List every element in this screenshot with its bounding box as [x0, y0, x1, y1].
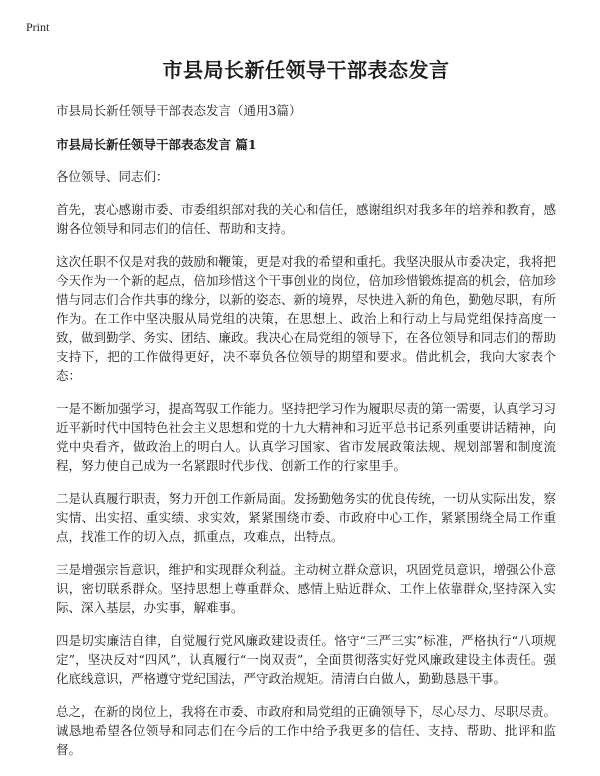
- paragraph-conclusion: 总之，在新的岗位上，我将在市委、市政府和局党组的正确领导下，尽心尽力、尽职尽责。诚恳地希望各位领导和同志们在今后的工作中给予我更多的信任、支持、帮助、批评和监督。: [56, 704, 557, 757]
- document-subtitle: 市县局长新任领导干部表态发言（通用3篇）: [56, 103, 302, 118]
- paragraph-point-three: 三是增强宗旨意识，维护和实现群众利益。主动树立群众意识，巩固党员意识，增强公仆意识，密切联系群众。坚持思想上尊重群众、感情上贴近群众、工作上依靠群众,坚持深入实际、深入基层，办实事，解难事。: [56, 562, 557, 615]
- paragraph-salutation: 各位领导、同志们：: [56, 169, 169, 184]
- paragraph-commitment: 这次任职不仅是对我的鼓励和鞭策，更是对我的希望和重托。我坚决服从市委决定，我将把今天作为一个新的起点，倍加珍惜这个干事创业的岗位，倍加珍惜锻炼提高的机会，倍加珍惜与同志们合作共事的缘分，以新的姿态、新的境界，尽快进入新的角色，勤勉尽职，有所作为。在工作中坚决服从局党组的决策，在思想上、政治上和行动上与局党组保持高度一致，做到勤学、务实、团结、廉政。我决心在局党组的领导下，在各位领导和同志们的帮助支持下，把的工作做得更好，决不辜负各位领导的期望和要求。借此机会，我向大家表个态：: [56, 254, 557, 383]
- page-title: 市县局长新任领导干部表态发言: [162, 58, 450, 82]
- section-heading: 市县局长新任领导干部表态发言 篇1: [56, 137, 257, 152]
- paragraph-point-one: 一是不断加强学习，提高驾驭工作能力。坚持把学习作为履职尽责的第一需要，认真学习习近平新时代中国特色社会主义思想和党的十九大精神和习近平总书记系列重要讲话精神，向党中央看齐，做政治上的明白人。认真学习国家、省市发展政策法规、规划部署和制度流程，努力使自己成为一名紧跟时代步伐、创新工作的行家里手。: [56, 401, 557, 473]
- document-body: [56, 54, 556, 773]
- paragraph-gratitude: 首先，衷心感谢市委、市委组织部对我的关心和信任，感谢组织对我多年的培养和教育，感谢各位领导和同志们的信任、帮助和支持。: [56, 202, 557, 236]
- print-link[interactable]: Print: [26, 20, 50, 34]
- paragraph-point-four: 四是切实廉洁自律，自觉履行党风廉政建设责任。恪守“三严三实”标准，严格执行“八项规定”，坚决反对“四风”，认真履行“一岗双责”，全面贯彻落实好党风廉政建设主体责任。强化底线意识，严格遵守党纪国法，严守政治规矩。清清白白做人，勤勤恳恳干事。: [56, 633, 556, 686]
- paragraph-point-two: 二是认真履行职责，努力开创工作新局面。发扬勤勉务实的优良传统，一切从实际出发，察实情、出实招、重实绩、求实效，紧紧围绕市委、市政府中心工作，紧紧围绕全局工作重点，找准工作的切入点，抓重点，攻难点，出特点。: [56, 491, 557, 544]
